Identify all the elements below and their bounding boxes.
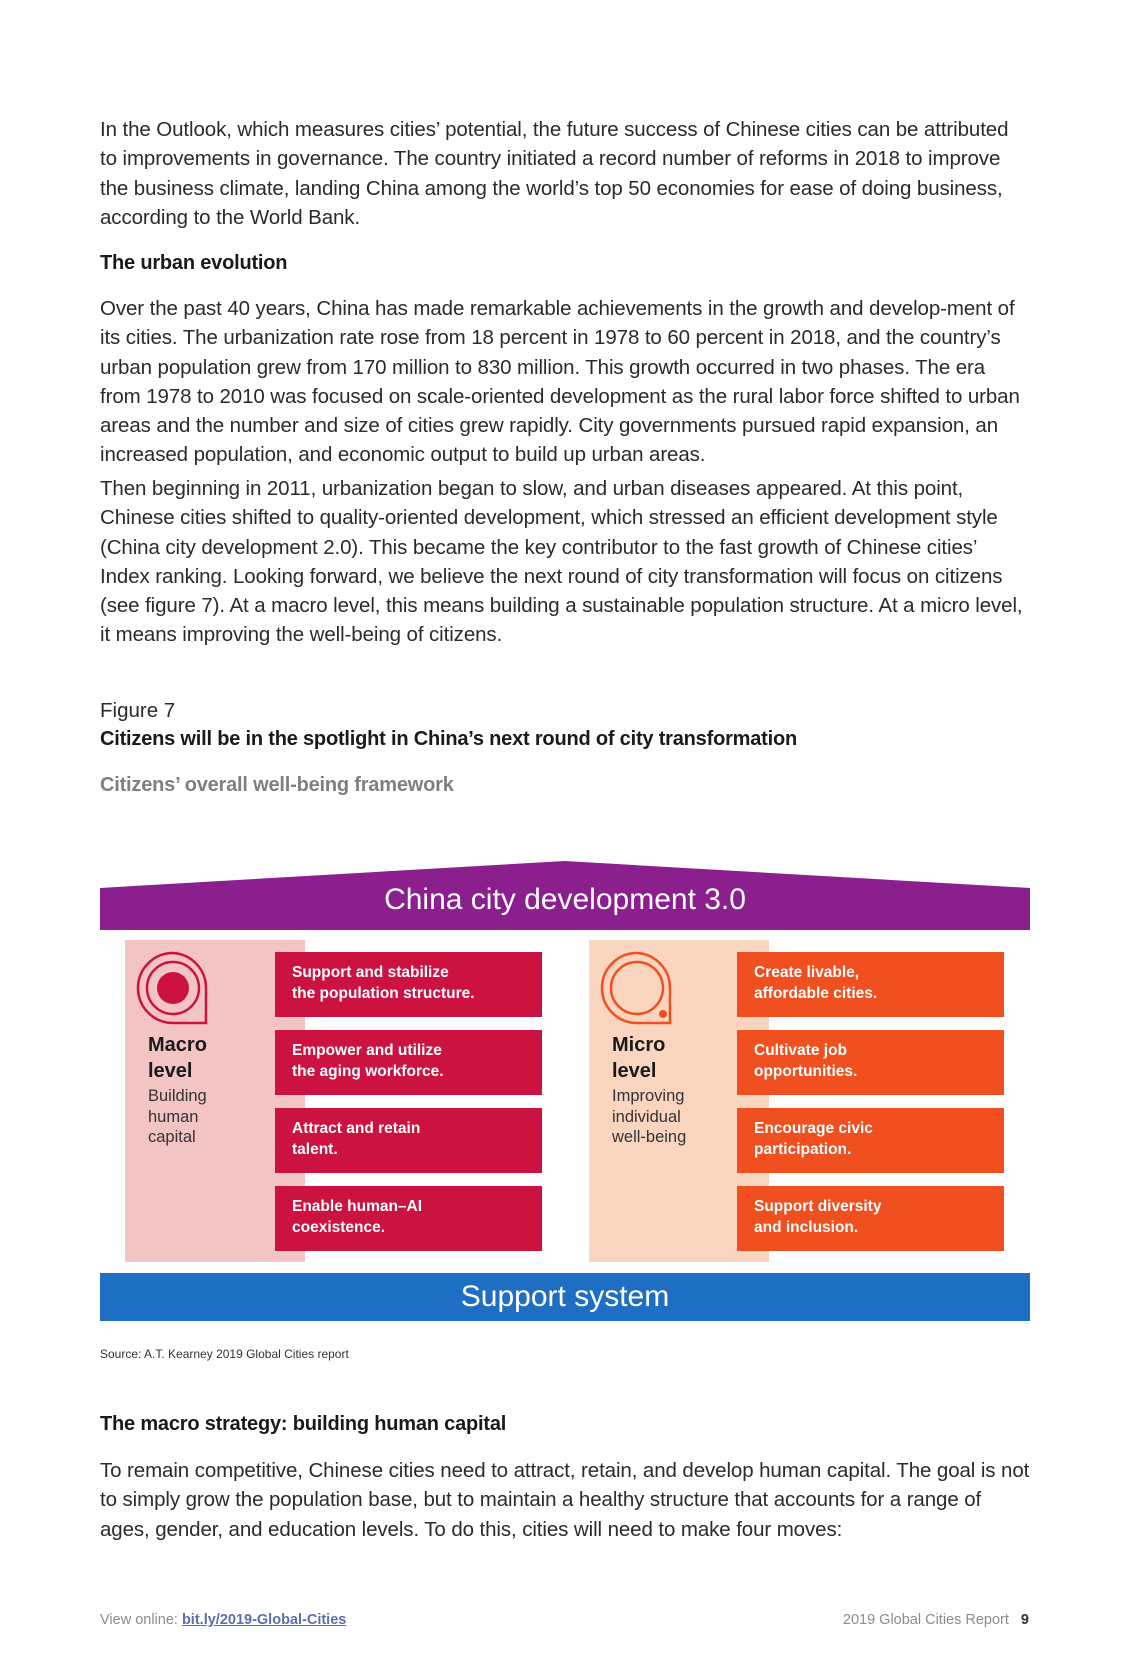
urban-evolution-paragraph-1: Over the past 40 years, China has made remarkable achievements in the growth and develop-ment of its cities. The urbanization rate rose from 18 percent in 1978 to 60 percent in 2018, and the country’s urban population grew from 170 million to 830 million. This growth occurred in two phases. The era from 1978 to 2010 was focused on scale-oriented development as the rural labor force shifted to urban areas and the number and size of cities grew rapidly. City governments pursued rapid expansion, an increased population, and economic output to build up urban areas. bbox=[100, 297, 1020, 467]
micro-action-line-1: Support diversity bbox=[754, 1198, 882, 1215]
micro-title-line-1: Micro bbox=[612, 1034, 666, 1056]
macro-action-line-1: Empower and utilize bbox=[292, 1042, 442, 1059]
micro-action-line-1: Create livable, bbox=[754, 964, 860, 981]
macro-action-line-1: Enable human–AI bbox=[292, 1198, 423, 1215]
macro-level-title bbox=[148, 1032, 207, 1084]
micro-desc-line-3: well-being bbox=[612, 1128, 687, 1146]
figure-title: Citizens will be in the spotlight in China’s next round of city transformation bbox=[100, 728, 798, 750]
view-online-label: View online: bbox=[100, 1612, 182, 1628]
macro-actions bbox=[275, 952, 542, 1264]
macro-title-line-1: Macro bbox=[148, 1034, 207, 1056]
macro-action-box bbox=[275, 952, 542, 1017]
macro-action-box bbox=[275, 1108, 542, 1173]
macro-level-description bbox=[148, 1086, 207, 1148]
macro-action-line-1: Support and stabilize bbox=[292, 964, 449, 981]
report-name: 2019 Global Cities Report bbox=[842, 1612, 1009, 1628]
macro-desc-line-3: capital bbox=[148, 1128, 196, 1146]
footer-view-online bbox=[100, 1612, 346, 1628]
macro-action-box bbox=[275, 1030, 542, 1095]
micro-action-line-1: Encourage civic bbox=[754, 1120, 873, 1137]
macro-desc-line-1: Building bbox=[148, 1087, 207, 1105]
macro-action-line-1: Attract and retain bbox=[292, 1120, 421, 1137]
macro-action-box bbox=[275, 1186, 542, 1251]
macro-action-line-2: talent. bbox=[292, 1141, 338, 1158]
figure-subtitle: Citizens’ overall well-being framework bbox=[100, 774, 454, 796]
micro-action-box bbox=[737, 1186, 1004, 1251]
macro-desc-line-2: human bbox=[148, 1107, 199, 1126]
footer-report-info bbox=[843, 1612, 1029, 1628]
macro-action-line-2: the population structure. bbox=[292, 985, 475, 1002]
ring-marker-icon bbox=[599, 950, 675, 1028]
macro-action-line-2: the aging workforce. bbox=[292, 1063, 444, 1080]
roof-label: China city development 3.0 bbox=[384, 883, 746, 916]
micro-action-box bbox=[737, 1108, 1004, 1173]
micro-title-line-2: level bbox=[612, 1060, 657, 1082]
report-link[interactable]: bit.ly/2019-Global-Cities bbox=[181, 1612, 347, 1628]
section-heading-macro-strategy: The macro strategy: building human capital bbox=[100, 1413, 507, 1435]
micro-level-description bbox=[612, 1086, 686, 1148]
support-system-bar: Support system bbox=[100, 1273, 1030, 1321]
micro-actions bbox=[737, 952, 1004, 1264]
intro-paragraph: In the Outlook, which measures cities’ potential, the future success of Chinese cities can be attributed to improvements in governance. The country initiated a record number of reforms in 2018 to improve the business climate, landing China among the world’s top 50 economies for ease of doing business, according to the World Bank. bbox=[100, 118, 1009, 229]
micro-action-line-2: opportunities. bbox=[754, 1063, 858, 1080]
macro-action-line-2: coexistence. bbox=[292, 1219, 386, 1236]
micro-level-title bbox=[612, 1032, 665, 1084]
page-number: 9 bbox=[1020, 1612, 1029, 1628]
micro-action-line-2: participation. bbox=[754, 1141, 852, 1158]
micro-action-box bbox=[737, 952, 1004, 1017]
micro-action-line-1: Cultivate job bbox=[754, 1042, 848, 1059]
micro-action-box bbox=[737, 1030, 1004, 1095]
micro-action-line-2: and inclusion. bbox=[754, 1219, 859, 1236]
macro-strategy-paragraph: To remain competitive, Chinese cities need to attract, retain, and develop human capital. The goal is not to simply grow the population base, but to maintain a healthy structure that accounts for a range of ages, gender, and education levels. To do this, cities will need to make four moves: bbox=[100, 1459, 1030, 1541]
target-marker-icon bbox=[135, 950, 211, 1028]
micro-desc-line-1: Improving bbox=[612, 1087, 685, 1105]
figure-source: Source: A.T. Kearney 2019 Global Cities report bbox=[100, 1347, 349, 1361]
macro-title-line-2: level bbox=[148, 1060, 193, 1082]
figure-label: Figure 7 bbox=[100, 699, 176, 722]
section-heading-urban-evolution: The urban evolution bbox=[100, 252, 288, 274]
urban-evolution-paragraph-2: Then beginning in 2011, urbanization began to slow, and urban diseases appeared. At this point, Chinese cities shifted to quality-oriented development, which stressed an efficient development style (China city development 2.0). This became the key contributor to the fast growth of Chinese cities’ Index ranking. Looking forward, we believe the next round of city transformation will focus on citizens (see figure 7). At a macro level, this means building a sustainable population structure. At a micro level, it means improving the well-being of citizens. bbox=[100, 477, 1023, 647]
micro-desc-line-2: individual bbox=[612, 1107, 681, 1126]
micro-action-line-2: affordable cities. bbox=[754, 985, 878, 1002]
